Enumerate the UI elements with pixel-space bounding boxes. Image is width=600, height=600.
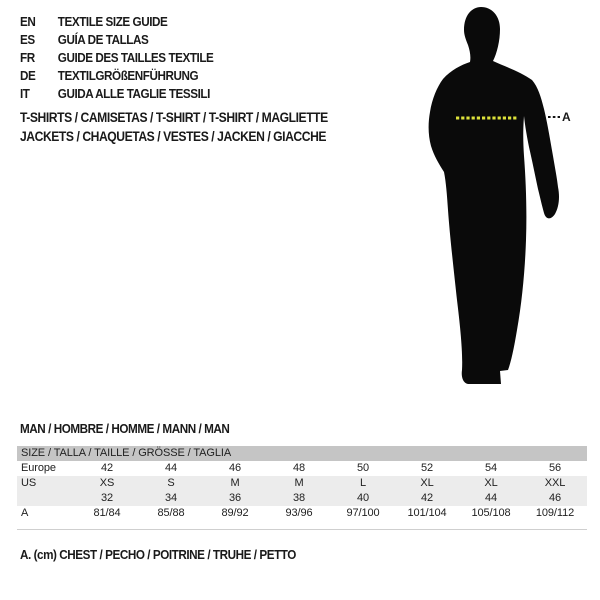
size-value: 40 — [356, 492, 370, 504]
table-row-chest — [17, 506, 587, 521]
measure-label-a: A — [562, 110, 571, 124]
language-title: GUIDE DES TAILLES TEXTILE — [57, 50, 214, 65]
size-value: 109/112 — [535, 507, 575, 519]
language-title: GUÍA DE TALLAS — [57, 32, 149, 47]
size-value: S — [167, 477, 175, 489]
size-value: 54 — [484, 462, 498, 474]
language-code: IT — [20, 86, 30, 101]
language-list — [20, 13, 213, 103]
section-title-man: MAN / HOMBRE / HOMME / MANN / MAN — [20, 421, 230, 436]
man-figure — [415, 0, 580, 400]
size-value: 48 — [292, 462, 306, 474]
row-label: US — [21, 477, 37, 489]
size-value: 44 — [484, 492, 498, 504]
category-lines — [20, 108, 328, 146]
language-row-it — [20, 85, 213, 103]
language-row-en — [20, 13, 213, 31]
size-table-header: SIZE / TALLA / TAILLE / GRÖSSE / TAGLIA — [17, 446, 587, 461]
size-value: XXL — [544, 477, 566, 489]
size-value: 97/100 — [346, 507, 380, 519]
size-value: 93/96 — [285, 507, 313, 519]
category-jackets: JACKETS / CHAQUETAS / VESTES / JACKEN / GIACCHE — [20, 129, 327, 144]
size-value: 34 — [164, 492, 178, 504]
size-value: 46 — [548, 492, 562, 504]
size-value: 56 — [548, 462, 562, 474]
man-silhouette — [429, 7, 559, 384]
size-value: 46 — [228, 462, 242, 474]
size-value: 32 — [100, 492, 114, 504]
category-tshirts: T-SHIRTS / CAMISETAS / T-SHIRT / T-SHIRT / MAGLIETTE — [20, 110, 328, 125]
size-value: M — [294, 477, 304, 489]
size-value: XS — [99, 477, 115, 489]
size-value: 81/84 — [93, 507, 121, 519]
size-table — [17, 446, 587, 521]
size-value: 52 — [420, 462, 434, 474]
language-title: TEXTILGRÖßENFÜHRUNG — [57, 68, 199, 83]
language-code: FR — [20, 50, 35, 65]
size-value: L — [359, 477, 367, 489]
size-value: 44 — [164, 462, 178, 474]
size-value: 105/108 — [471, 507, 511, 519]
size-value: 89/92 — [221, 507, 249, 519]
size-value: 50 — [356, 462, 370, 474]
language-row-de — [20, 67, 213, 85]
size-value: XL — [484, 477, 498, 489]
language-code: ES — [20, 32, 35, 47]
row-label: Europe — [21, 462, 56, 474]
size-value: 101/104 — [407, 507, 447, 519]
size-value: 42 — [420, 492, 434, 504]
table-row-europe — [17, 461, 587, 476]
measure-footnote: A. (cm) CHEST / PECHO / POITRINE / TRUHE / PETTO — [20, 547, 296, 562]
row-label — [17, 491, 75, 506]
table-row-us-numeric — [17, 491, 587, 506]
size-value: 38 — [292, 492, 306, 504]
size-value: 85/88 — [157, 507, 185, 519]
size-value: M — [230, 477, 240, 489]
language-title: TEXTILE SIZE GUIDE — [57, 14, 168, 29]
size-value: XL — [420, 477, 434, 489]
language-code: EN — [20, 14, 36, 29]
language-title: GUIDA ALLE TAGLIE TESSILI — [57, 86, 210, 101]
table-row-us — [17, 476, 587, 491]
language-row-fr — [20, 49, 213, 67]
size-value: 42 — [100, 462, 114, 474]
size-value: 36 — [228, 492, 242, 504]
row-label: A — [21, 507, 29, 519]
language-row-es — [20, 31, 213, 49]
language-code: DE — [20, 68, 36, 83]
table-bottom-rule — [17, 529, 587, 530]
